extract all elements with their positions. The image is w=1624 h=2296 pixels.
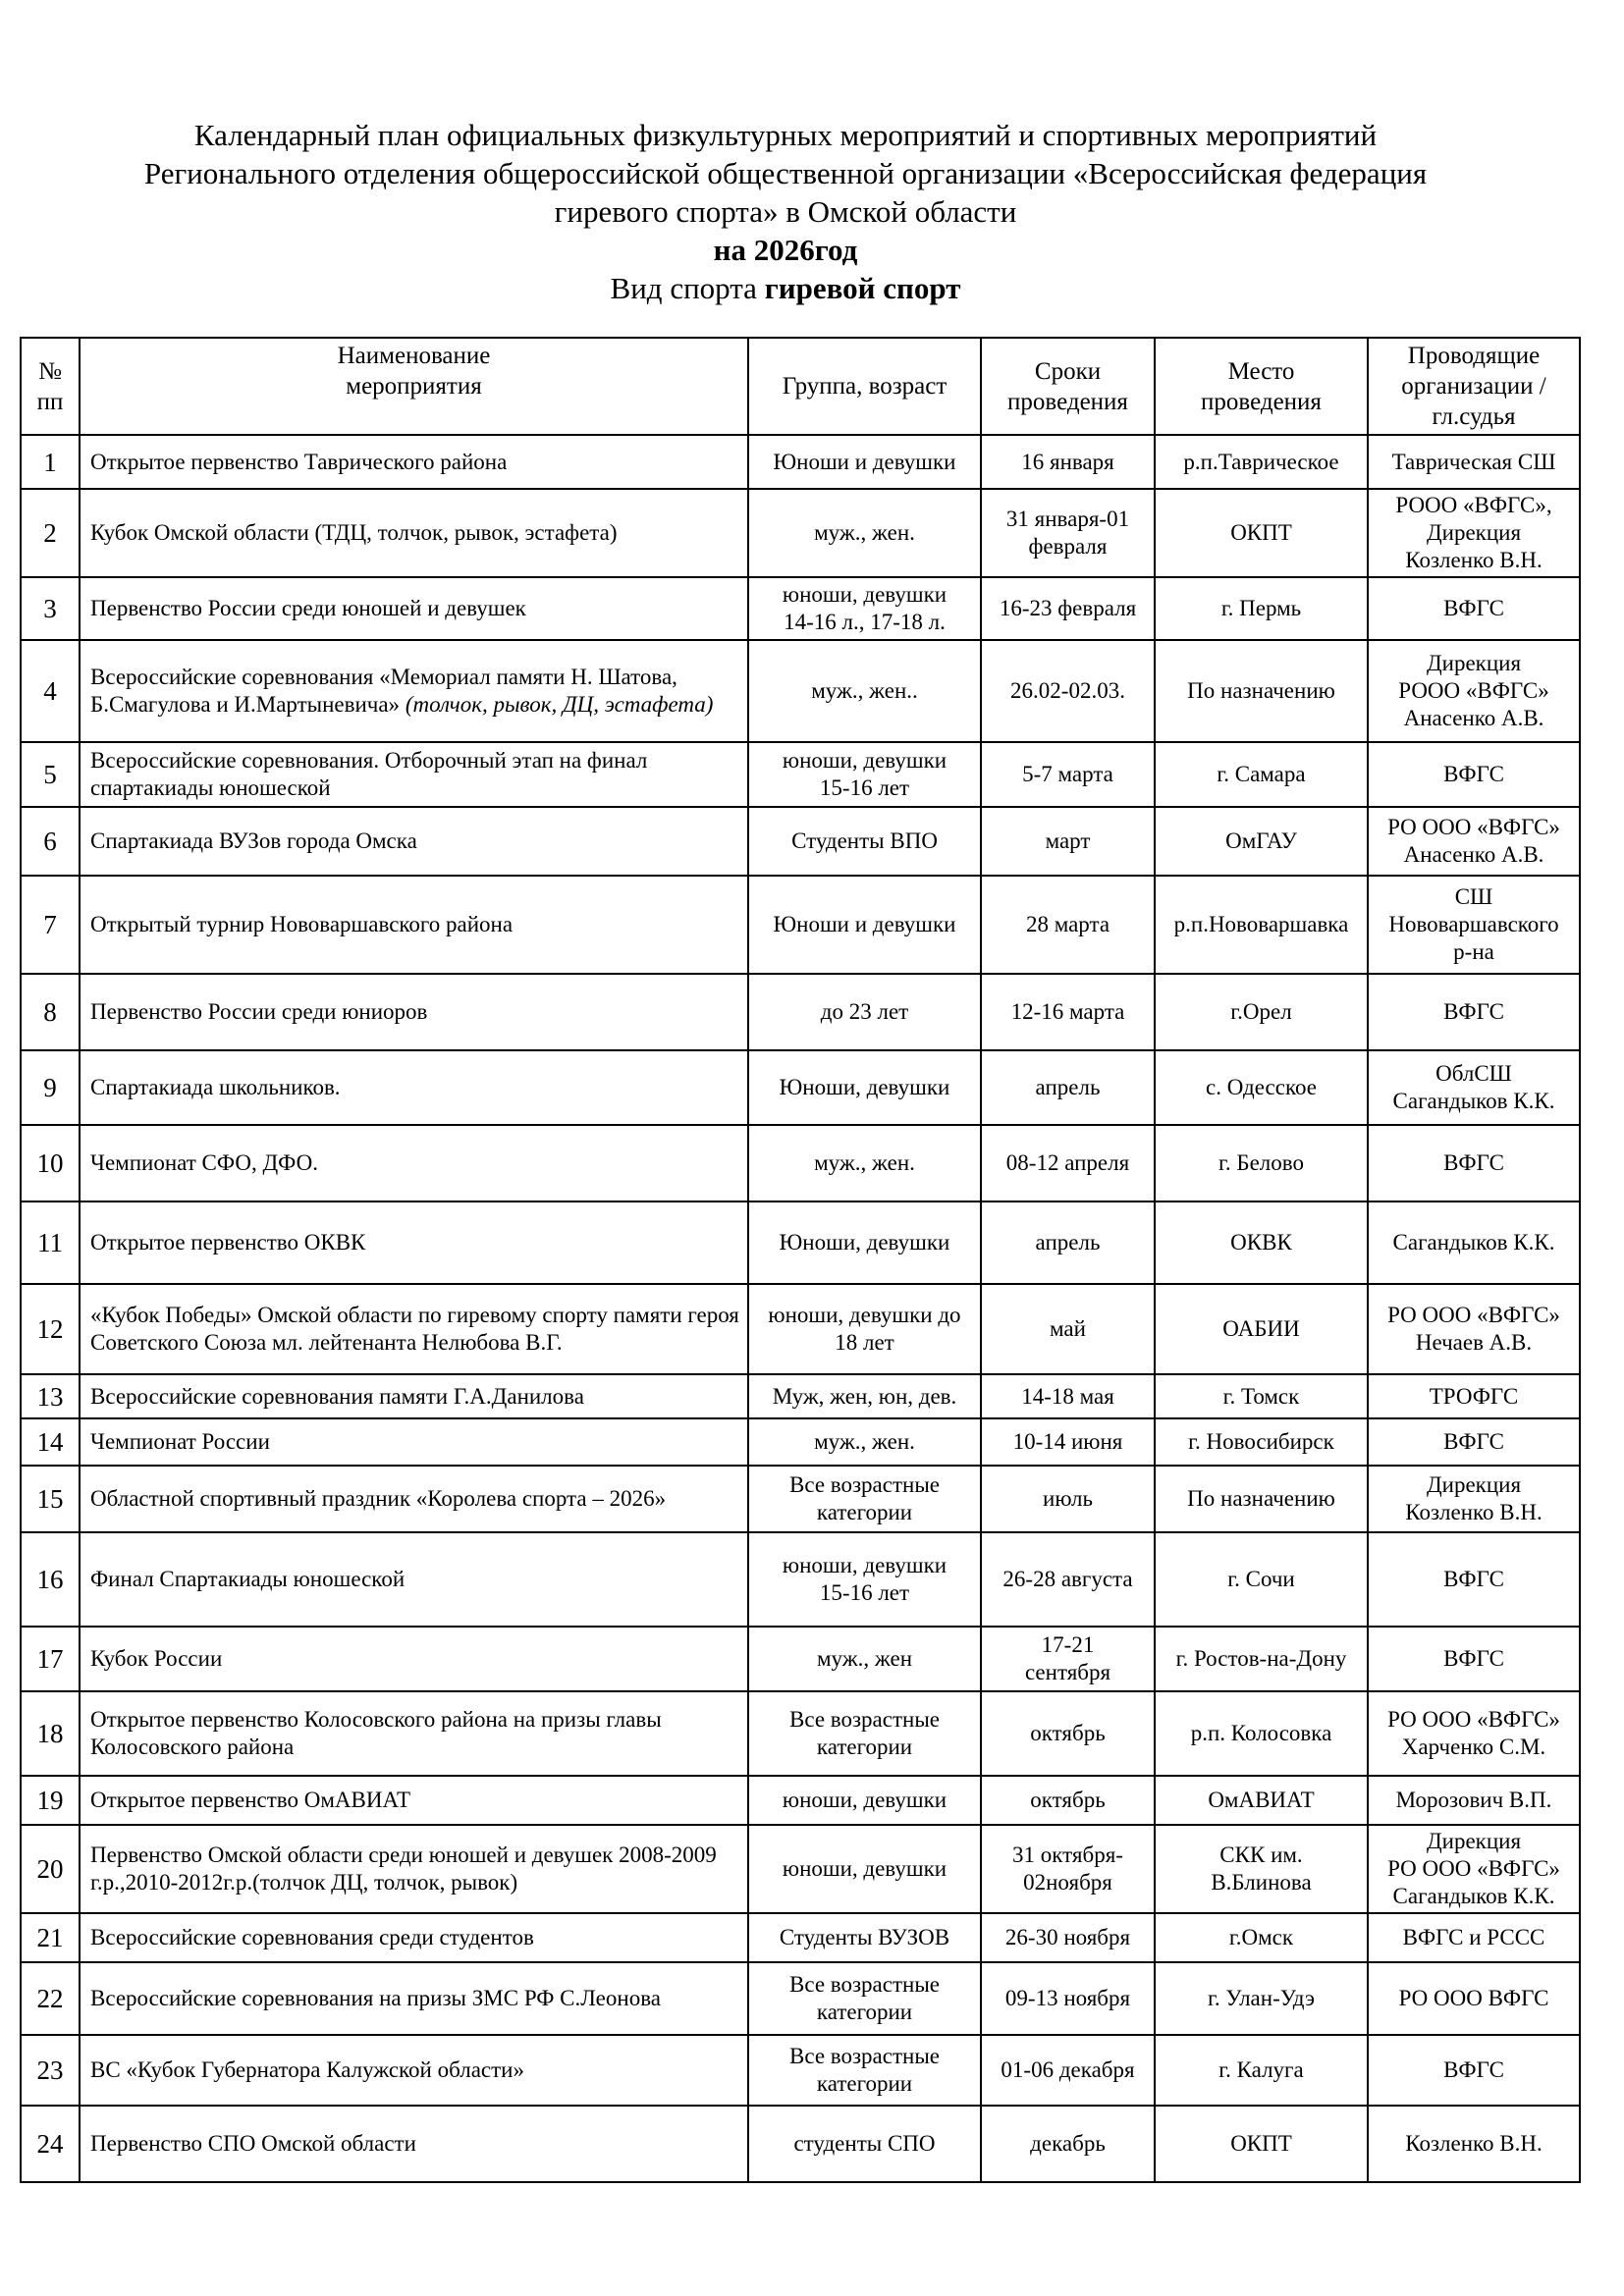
table-row (21, 1532, 1580, 1627)
group-age: юноши, девушки до 18 лет (748, 1284, 981, 1374)
event-place: По назначению (1155, 640, 1368, 742)
table-row (21, 1962, 1580, 2035)
row-number: 22 (21, 1962, 80, 2035)
organizers: ВФГС (1368, 1627, 1580, 1691)
table-row (21, 1050, 1580, 1125)
group-age: до 23 лет (748, 974, 981, 1050)
group-age: юноши, девушки (748, 1776, 981, 1825)
group-age: студенты СПО (748, 2106, 981, 2182)
event-place: ОмАВИАТ (1155, 1776, 1368, 1825)
organizers: ВФГС (1368, 2035, 1580, 2106)
event-dates: 14-18 мая (981, 1374, 1155, 1418)
event-name-text: Чемпионат России (90, 1429, 270, 1454)
row-number: 3 (21, 577, 80, 640)
organizers: ВФГС (1368, 1418, 1580, 1466)
table-row (21, 2106, 1580, 2182)
event-name-text: Всероссийские соревнования памяти Г.А.Данилова (90, 1383, 584, 1409)
table-row (21, 489, 1580, 577)
document-header (59, 116, 1512, 307)
group-age: муж., жен (748, 1627, 981, 1691)
event-name (80, 876, 748, 974)
event-place: с. Одесское (1155, 1050, 1368, 1125)
row-number: 15 (21, 1466, 80, 1532)
event-name (80, 1125, 748, 1201)
event-name (80, 1418, 748, 1466)
group-age: Студенты ВУЗОВ (748, 1913, 981, 1962)
event-place: ОКПТ (1155, 489, 1368, 577)
group-age: юноши, девушки (748, 1825, 981, 1913)
col-header-place: Место проведения (1155, 338, 1368, 435)
event-name (80, 974, 748, 1050)
event-place: г. Самара (1155, 742, 1368, 807)
table-row (21, 1201, 1580, 1284)
event-name-text: Спартакиада школьников. (90, 1075, 341, 1099)
table-row (21, 640, 1580, 742)
organizers: Дирекция Козленко В.Н. (1368, 1466, 1580, 1532)
group-age: Все возрастные категории (748, 1962, 981, 2035)
group-age: Студенты ВПО (748, 807, 981, 876)
event-name (80, 1962, 748, 2035)
table-row (21, 1825, 1580, 1913)
event-dates: 12-16 марта (981, 974, 1155, 1050)
event-name-text: «Кубок Победы» Омской области по гиревому спорту памяти героя Советского Союза мл. лейтенанта Нелюбова В.Г. (90, 1303, 739, 1355)
row-number: 2 (21, 489, 80, 577)
event-place: г. Сочи (1155, 1532, 1368, 1627)
event-dates: 28 марта (981, 876, 1155, 974)
event-dates: 26.02-02.03. (981, 640, 1155, 742)
event-dates: июль (981, 1466, 1155, 1532)
table-row (21, 1913, 1580, 1962)
group-age: Юноши, девушки (748, 1201, 981, 1284)
event-name (80, 1776, 748, 1825)
group-age: Все возрастные категории (748, 1466, 981, 1532)
event-dates: 01-06 декабря (981, 2035, 1155, 2106)
row-number: 4 (21, 640, 80, 742)
group-age: муж., жен. (748, 1418, 981, 1466)
table-row (21, 807, 1580, 876)
event-dates: 31 января-01 февраля (981, 489, 1155, 577)
event-place: г. Пермь (1155, 577, 1368, 640)
event-dates: апрель (981, 1201, 1155, 1284)
event-dates: 26-28 августа (981, 1532, 1155, 1627)
group-age: юноши, девушки 14-16 л., 17-18 л. (748, 577, 981, 640)
table-row (21, 1627, 1580, 1691)
organizers: РО ООО «ВФГС» Анасенко А.В. (1368, 807, 1580, 876)
row-number: 6 (21, 807, 80, 876)
group-age: Все возрастные категории (748, 1691, 981, 1776)
event-place: г. Томск (1155, 1374, 1368, 1418)
group-age: муж., жен. (748, 489, 981, 577)
group-age: Муж, жен, юн, дев. (748, 1374, 981, 1418)
table-body (21, 435, 1580, 2182)
event-name-text: Финал Спартакиады юношеской (90, 1567, 406, 1591)
event-dates: декабрь (981, 2106, 1155, 2182)
col-header-name: Наименование мероприятия (80, 338, 748, 435)
table-row (21, 1374, 1580, 1418)
event-dates: 09-13 ноября (981, 1962, 1155, 2035)
event-name (80, 1284, 748, 1374)
organizers: ВФГС (1368, 974, 1580, 1050)
sport-prefix: Вид спорта (610, 271, 765, 305)
event-dates: 10-14 июня (981, 1418, 1155, 1466)
organizers: ВФГС (1368, 577, 1580, 640)
title-year: на 2026год (713, 233, 858, 267)
table-row (21, 1125, 1580, 1201)
event-name-text: Всероссийские соревнования среди студентов (90, 1925, 534, 1949)
event-name-text: Областной спортивный праздник «Королева спорта – 2026» (90, 1486, 667, 1511)
group-age: юноши, девушки 15-16 лет (748, 1532, 981, 1627)
event-place: ОКПТ (1155, 2106, 1368, 2182)
event-name-text: Всероссийские соревнования на призы ЗМС РФ С.Леонова (90, 1986, 661, 2010)
title-line-1: Календарный план официальных физкультурных мероприятий и спортивных мероприятий (193, 118, 1378, 152)
event-dates: 17-21 сентября (981, 1627, 1155, 1691)
col-header-num: № пп (21, 338, 80, 435)
col-header-dates: Сроки проведения (981, 338, 1155, 435)
event-name (80, 640, 748, 742)
sport-name: гиревой спорт (764, 271, 961, 305)
row-number: 5 (21, 742, 80, 807)
event-name-text: Открытое первенство Колосовского района на призы главы Колосовского района (90, 1707, 662, 1759)
row-number: 14 (21, 1418, 80, 1466)
organizers: ВФГС (1368, 1532, 1580, 1627)
organizers: РООО «ВФГС», Дирекция Козленко В.Н. (1368, 489, 1580, 577)
organizers: Дирекция РООО «ВФГС» Анасенко А.В. (1368, 640, 1580, 742)
organizers: Дирекция РО ООО «ВФГС» Сагандыков К.К. (1368, 1825, 1580, 1913)
event-name (80, 1825, 748, 1913)
group-age: Все возрастные категории (748, 2035, 981, 2106)
title-line-3: гиревого спорта» в Омской области (554, 194, 1017, 229)
row-number: 8 (21, 974, 80, 1050)
title-line-2: Регионального отделения общероссийской общественной организации «Всероссийская федерация (143, 156, 1428, 190)
event-dates: 26-30 ноября (981, 1913, 1155, 1962)
event-name-text: Открытое первенство ОмАВИАТ (90, 1788, 411, 1812)
event-dates: 16-23 февраля (981, 577, 1155, 640)
col-header-org: Проводящие организации / гл.судья (1368, 338, 1580, 435)
event-dates: 5-7 марта (981, 742, 1155, 807)
event-dates: 16 января (981, 435, 1155, 489)
event-name (80, 1201, 748, 1284)
row-number: 16 (21, 1532, 80, 1627)
event-name (80, 2106, 748, 2182)
organizers: Сагандыков К.К. (1368, 1201, 1580, 1284)
event-place: р.п. Колосовка (1155, 1691, 1368, 1776)
group-age: Юноши, девушки (748, 1050, 981, 1125)
event-name (80, 577, 748, 640)
organizers: ВФГС (1368, 742, 1580, 807)
group-age: юноши, девушки 15-16 лет (748, 742, 981, 807)
event-name-text: Чемпионат СФО, ДФО. (90, 1150, 318, 1175)
row-number: 1 (21, 435, 80, 489)
event-name (80, 489, 748, 577)
organizers: СШ Нововаршавского р-на (1368, 876, 1580, 974)
event-name-text: Всероссийские соревнования «Мемориал памяти Н. Шатова, Б.Смагулова и И.Мартыневича» (90, 665, 677, 717)
event-place: По назначению (1155, 1466, 1368, 1532)
event-place: г. Новосибирск (1155, 1418, 1368, 1466)
event-name-text: Спартакиада ВУЗов города Омска (90, 828, 417, 853)
row-number: 17 (21, 1627, 80, 1691)
organizers: ВФГС и РССС (1368, 1913, 1580, 1962)
group-age: Юноши и девушки (748, 435, 981, 489)
row-number: 24 (21, 2106, 80, 2182)
event-name-text: Первенство Омской области среди юношей и девушек 2008-2009 г.р.,2010-2012г.р.(толчок ДЦ, толчок, рывок) (90, 1842, 717, 1895)
table-row (21, 876, 1580, 974)
table-row (21, 435, 1580, 489)
event-name-text: Первенство России среди юношей и девушек (90, 596, 526, 620)
row-number: 7 (21, 876, 80, 974)
event-place: СКК им. В.Блинова (1155, 1825, 1368, 1913)
event-place: г. Калуга (1155, 2035, 1368, 2106)
event-dates: 08-12 апреля (981, 1125, 1155, 1201)
event-name-text: Открытое первенство ОКВК (90, 1230, 366, 1255)
group-age: Юноши и девушки (748, 876, 981, 974)
event-name-text: Первенство России среди юниоров (90, 999, 428, 1024)
table-row (21, 1418, 1580, 1466)
organizers: Козленко В.Н. (1368, 2106, 1580, 2182)
row-number: 18 (21, 1691, 80, 1776)
table-row (21, 2035, 1580, 2106)
table-row (21, 1466, 1580, 1532)
event-place: ОКВК (1155, 1201, 1368, 1284)
event-dates: 31 октября- 02ноября (981, 1825, 1155, 1913)
event-name (80, 807, 748, 876)
event-place: ОАБИИ (1155, 1284, 1368, 1374)
row-number: 10 (21, 1125, 80, 1201)
organizers: РО ООО ВФГС (1368, 1962, 1580, 2035)
table-row (21, 1776, 1580, 1825)
row-number: 11 (21, 1201, 80, 1284)
row-number: 21 (21, 1913, 80, 1962)
organizers: ОблСШ Сагандыков К.К. (1368, 1050, 1580, 1125)
group-age: муж., жен. (748, 1125, 981, 1201)
event-name (80, 1466, 748, 1532)
event-name-text: Кубок Омской области (ТДЦ, толчок, рывок, эстафета) (90, 520, 618, 545)
table-row (21, 974, 1580, 1050)
table-header-row (21, 338, 1580, 435)
organizers: РО ООО «ВФГС» Харченко С.М. (1368, 1691, 1580, 1776)
event-dates: октябрь (981, 1776, 1155, 1825)
row-number: 23 (21, 2035, 80, 2106)
row-number: 19 (21, 1776, 80, 1825)
event-dates: май (981, 1284, 1155, 1374)
event-name (80, 2035, 748, 2106)
events-table (20, 337, 1581, 2183)
event-name (80, 1691, 748, 1776)
event-dates: октябрь (981, 1691, 1155, 1776)
organizers: Таврическая СШ (1368, 435, 1580, 489)
event-name-text: ВС «Кубок Губернатора Калужской области» (90, 2057, 524, 2082)
row-number: 9 (21, 1050, 80, 1125)
title-sport (59, 269, 1512, 307)
event-name (80, 1532, 748, 1627)
event-place: г. Белово (1155, 1125, 1368, 1201)
event-name (80, 1050, 748, 1125)
row-number: 20 (21, 1825, 80, 1913)
organizers: РО ООО «ВФГС» Нечаев А.В. (1368, 1284, 1580, 1374)
table-row (21, 742, 1580, 807)
row-number: 13 (21, 1374, 80, 1418)
event-name-text: Открытый турнир Нововаршавского района (90, 912, 514, 936)
table-row (21, 1691, 1580, 1776)
event-place: г.Орел (1155, 974, 1368, 1050)
event-name (80, 1374, 748, 1418)
col-header-group: Группа, возраст (748, 338, 981, 435)
event-name-note: (толчок, рывок, ДЦ, эстафета) (405, 692, 714, 717)
event-name-text: Кубок России (90, 1646, 223, 1671)
event-place: г.Омск (1155, 1913, 1368, 1962)
event-name (80, 742, 748, 807)
row-number: 12 (21, 1284, 80, 1374)
event-place: г. Улан-Удэ (1155, 1962, 1368, 2035)
organizers: ТРОФГС (1368, 1374, 1580, 1418)
event-dates: март (981, 807, 1155, 876)
organizers: Морозович В.П. (1368, 1776, 1580, 1825)
event-place: р.п.Нововаршавка (1155, 876, 1368, 974)
event-name-text: Всероссийские соревнования. Отборочный этап на финал спартакиады юношеской (90, 748, 648, 800)
event-place: р.п.Таврическое (1155, 435, 1368, 489)
event-name-text: Первенство СПО Омской области (90, 2131, 416, 2156)
event-place: г. Ростов-на-Дону (1155, 1627, 1368, 1691)
group-age: муж., жен.. (748, 640, 981, 742)
event-name-text: Открытое первенство Таврического района (90, 449, 508, 474)
event-name (80, 435, 748, 489)
event-name (80, 1627, 748, 1691)
event-name (80, 1913, 748, 1962)
event-place: ОмГАУ (1155, 807, 1368, 876)
event-dates: апрель (981, 1050, 1155, 1125)
organizers: ВФГС (1368, 1125, 1580, 1201)
table-row (21, 577, 1580, 640)
table-row (21, 1284, 1580, 1374)
